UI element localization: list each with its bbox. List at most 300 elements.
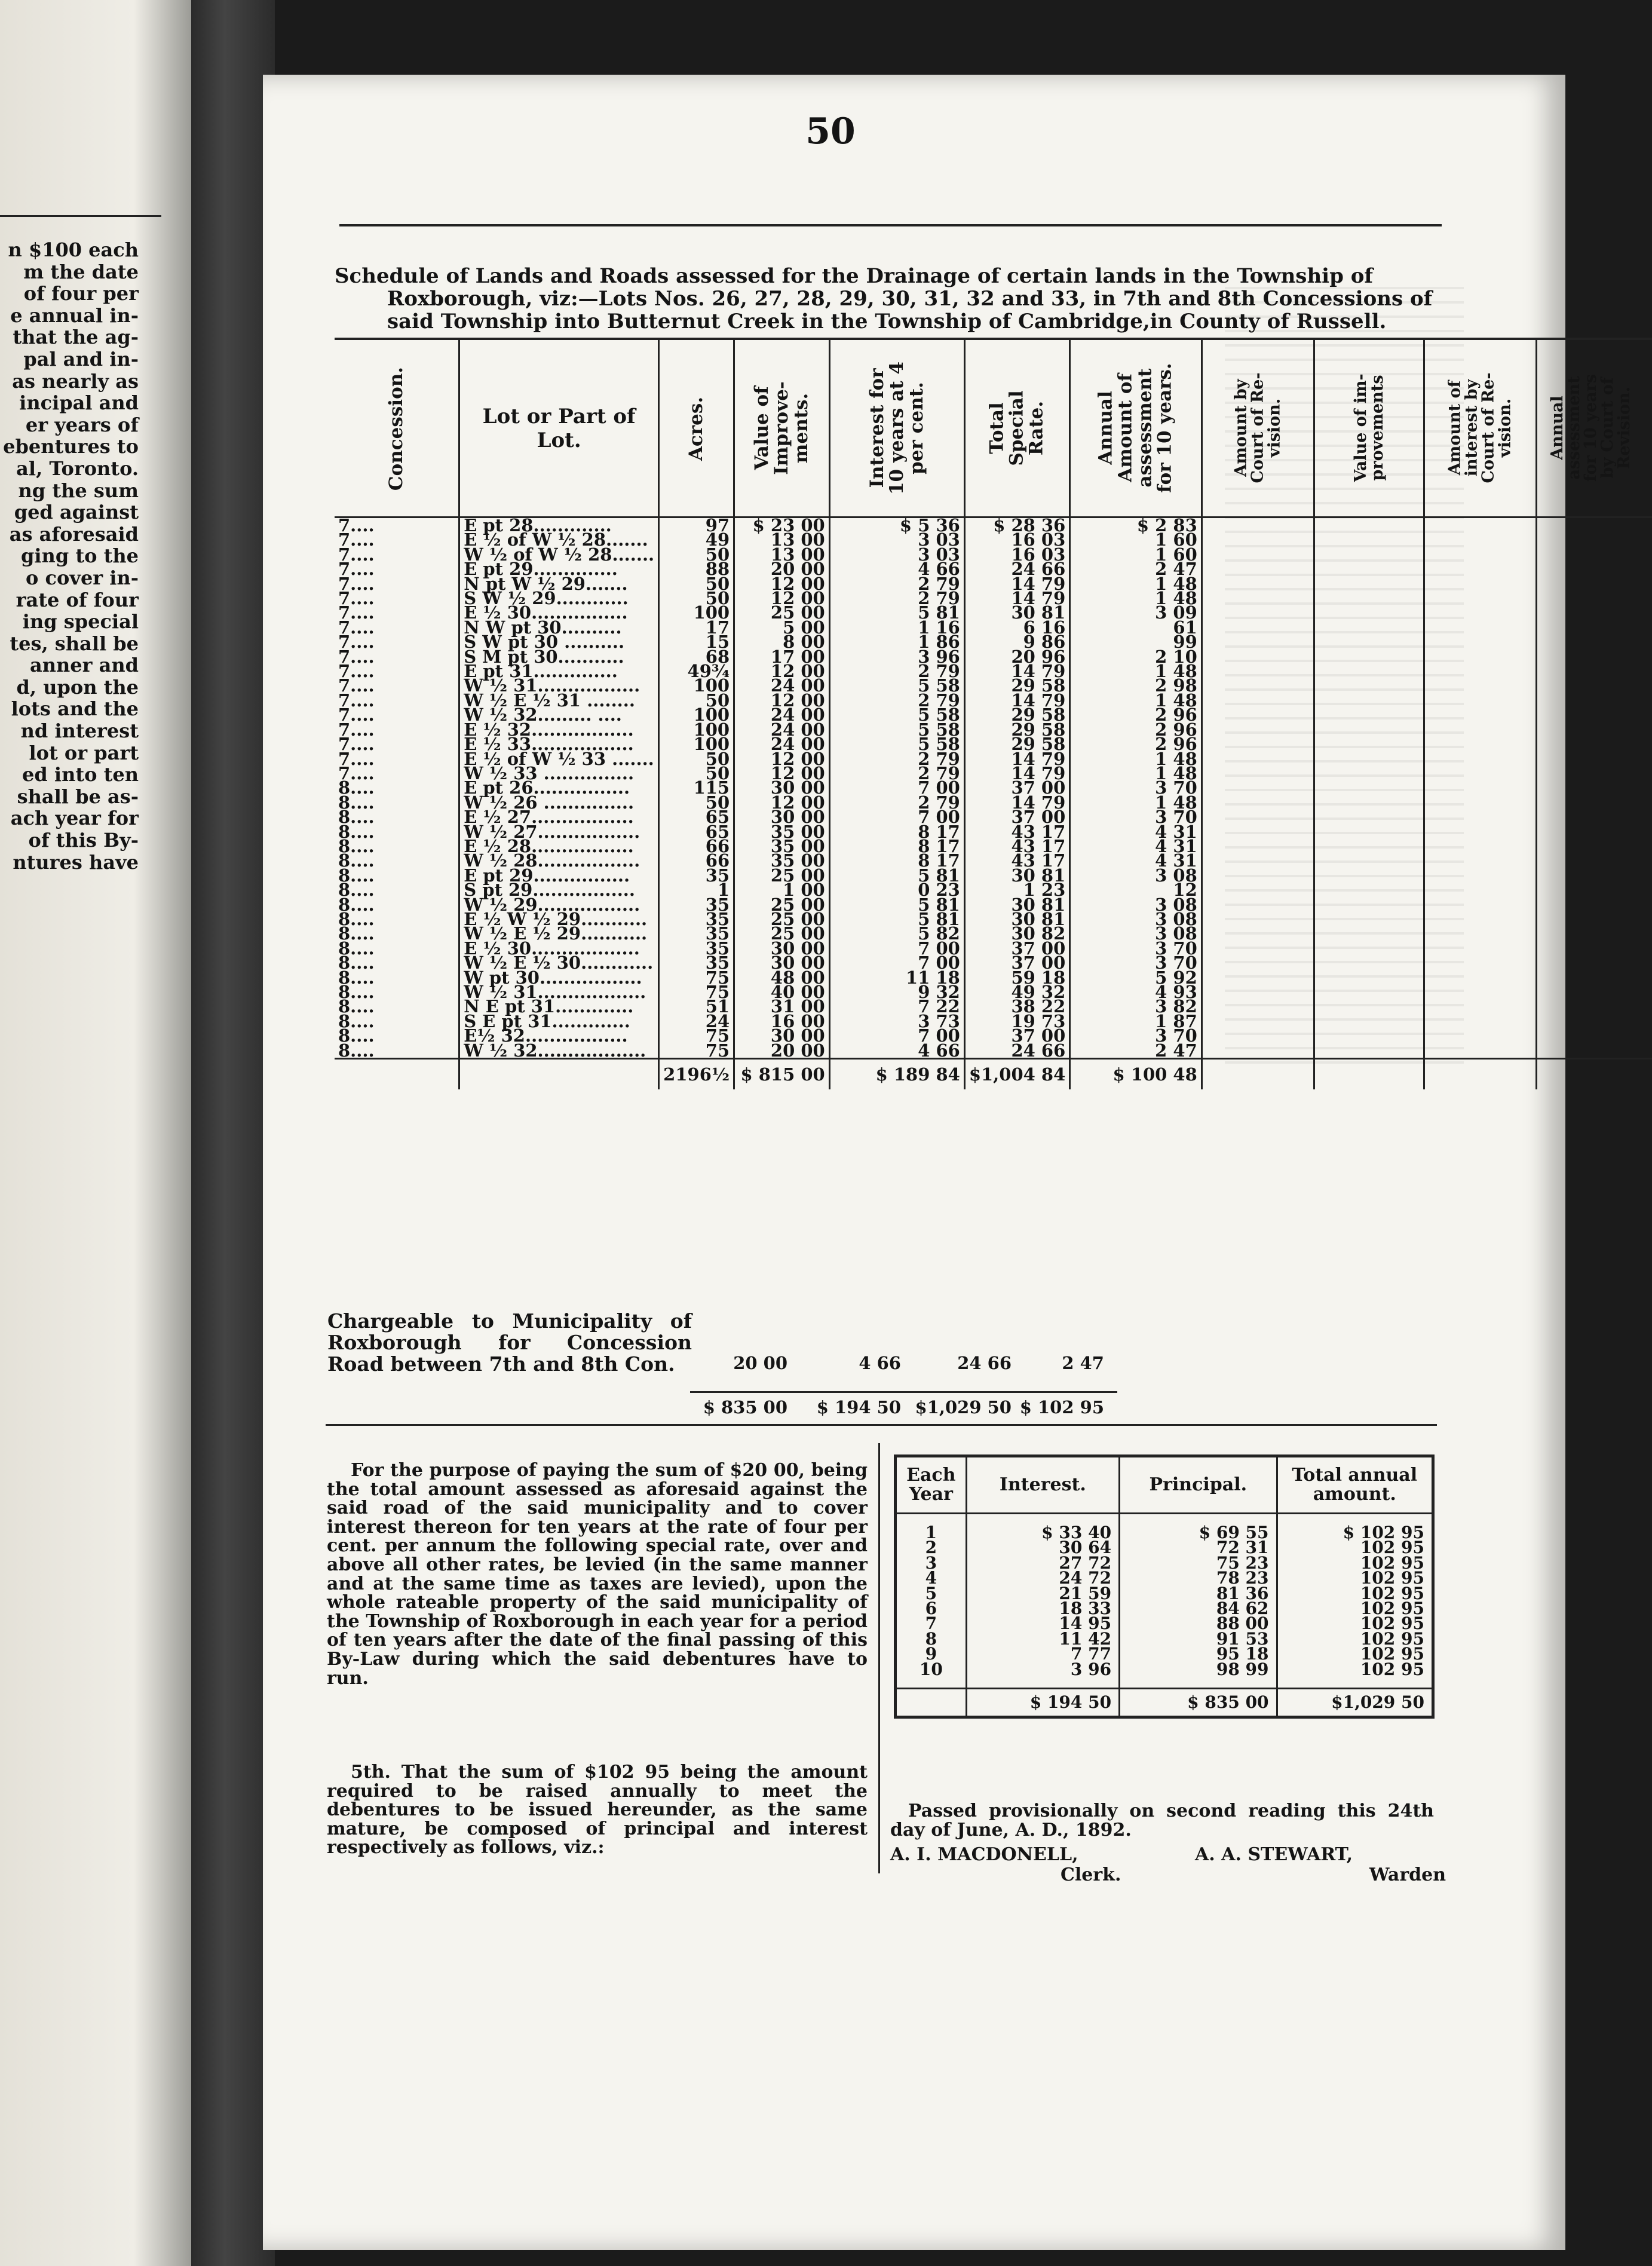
cell-value: 30 00 xyxy=(734,956,830,970)
cell-empty xyxy=(1202,839,1314,853)
cell-empty xyxy=(1202,605,1314,620)
cell-empty xyxy=(1645,693,1652,708)
left-page-line: lot or part xyxy=(29,741,139,764)
cell-concession: 7.... xyxy=(338,617,375,638)
cell-empty xyxy=(1314,766,1424,780)
left-page-line: ging to the xyxy=(21,544,139,568)
cell-empty xyxy=(1645,898,1652,912)
cell-lot: N pt W ½ 29....... xyxy=(459,577,659,591)
left-page-line: d, upon the xyxy=(16,675,139,699)
top-rule xyxy=(339,224,1442,226)
cell-empty xyxy=(1424,1014,1537,1028)
cell-empty xyxy=(1202,562,1314,576)
cell-empty xyxy=(1645,635,1652,649)
cell-concession: 8.... xyxy=(338,953,375,973)
cell-empty xyxy=(1645,970,1652,985)
cell-empty xyxy=(1424,737,1537,751)
cell-value: 12 00 xyxy=(734,591,830,605)
cell-interest: 2 79 xyxy=(829,795,964,810)
cell-value: 48 00 xyxy=(734,970,830,985)
cell-total-rate: 30 81 xyxy=(964,868,1069,883)
annual-interest: 24 72 xyxy=(966,1570,1119,1585)
chargeable-road-text: Chargeable to Municipality of Roxborough for Concession Road between 7th and 8th Con. xyxy=(327,1309,692,1376)
cell-annual: 2 96 xyxy=(1070,708,1202,722)
annual-interest: 14 95 xyxy=(966,1616,1119,1631)
cell-total-rate: 37 00 xyxy=(964,780,1069,795)
annual-row xyxy=(896,1616,1433,1631)
annual-total: 102 95 xyxy=(1277,1540,1433,1555)
cell-empty xyxy=(1645,825,1652,839)
paragraph-fifth-clause: 5th. That the sum of $102 95 being the amount required to be raised annually to meet the debentures to be issued hereunder, as the same mature, be composed of principal and interest respectively as follows, viz.: xyxy=(327,1762,868,1858)
cell-lot: W ½ 32......... .... xyxy=(459,708,659,722)
cell-value: 12 00 xyxy=(734,693,830,708)
annual-year: 9 xyxy=(925,1644,937,1664)
cell-empty xyxy=(1314,591,1424,605)
cell-empty xyxy=(1537,780,1645,795)
left-page-text xyxy=(1,239,139,873)
cell-total-rate: 30 82 xyxy=(964,926,1069,941)
cell-value: 35 00 xyxy=(734,825,830,839)
cell-concession: 8.... xyxy=(338,923,375,944)
cell-empty xyxy=(1202,898,1314,912)
cell-empty xyxy=(1314,825,1424,839)
cell-empty xyxy=(1645,839,1652,853)
header-concession: Concession. xyxy=(385,366,407,491)
left-page-line: ed into ten xyxy=(22,763,139,786)
cell-empty xyxy=(1424,605,1537,620)
cell-empty xyxy=(1645,620,1652,635)
cell-total-rate: 38 22 xyxy=(964,999,1069,1013)
cell-empty xyxy=(1314,941,1424,956)
cell-empty xyxy=(1537,956,1645,970)
cell-interest: 5 81 xyxy=(829,605,964,620)
cell-empty xyxy=(1645,766,1652,780)
annual-total: 102 95 xyxy=(1277,1570,1433,1585)
cell-interest: 5 58 xyxy=(829,678,964,693)
cell-concession: 7.... xyxy=(338,646,375,667)
cell-empty xyxy=(1202,868,1314,883)
cell-total-rate: 37 00 xyxy=(964,1028,1069,1043)
left-page-line: anner and xyxy=(30,654,139,677)
left-page-line: nd interest xyxy=(20,719,139,743)
annual-row xyxy=(896,1662,1433,1677)
cell-concession: 7.... xyxy=(338,529,375,550)
signature-block xyxy=(890,1845,1446,1886)
cell-value: 30 00 xyxy=(734,810,830,824)
cell-acres: 35 xyxy=(659,941,734,956)
left-page-line: o cover in- xyxy=(26,566,139,589)
cell-lot: E ½ 32................. xyxy=(459,722,659,737)
cell-concession: 7.... xyxy=(338,675,375,696)
annual-principal: $ 69 55 xyxy=(1120,1525,1277,1540)
cell-total-rate: 14 79 xyxy=(964,693,1069,708)
cell-empty xyxy=(1645,664,1652,678)
cell-empty xyxy=(1537,810,1645,824)
cell-acres: 50 xyxy=(659,766,734,780)
cell-concession: 8.... xyxy=(338,938,375,959)
header-acres: Acres. xyxy=(659,339,734,517)
cell-lot: E ½ of W ½ 28....... xyxy=(459,532,659,547)
cell-concession: 7.... xyxy=(338,763,375,783)
cell-total-rate: 43 17 xyxy=(964,853,1069,868)
cell-lot: W ½ E ½ 29........... xyxy=(459,926,659,941)
annual-total: 102 95 xyxy=(1277,1555,1433,1570)
cell-lot: E pt 26................ xyxy=(459,780,659,795)
annual-totals-row xyxy=(896,1689,1433,1717)
left-page-line: pal and in- xyxy=(23,347,139,370)
cell-annual: 3 70 xyxy=(1070,956,1202,970)
cell-empty xyxy=(1645,591,1652,605)
cell-empty xyxy=(1645,605,1652,620)
grand-total-value: $ 835 00 xyxy=(703,1397,787,1417)
cell-interest: 8 17 xyxy=(829,825,964,839)
cell-empty xyxy=(1537,853,1645,868)
cell-empty xyxy=(1537,795,1645,810)
annual-interest: $ 33 40 xyxy=(966,1525,1119,1540)
header-annual-revision: Annual assessment for 10 years by Court of Revision. xyxy=(1537,339,1645,517)
cell-interest: 4 66 xyxy=(829,1043,964,1059)
cell-empty xyxy=(1537,517,1645,533)
cell-empty xyxy=(1424,999,1537,1013)
cell-empty xyxy=(1314,780,1424,795)
cell-value: 25 00 xyxy=(734,898,830,912)
cell-total-rate: 30 81 xyxy=(964,912,1069,926)
cell-empty xyxy=(1537,766,1645,780)
cell-value: 13 00 xyxy=(734,532,830,547)
cell-empty xyxy=(1645,650,1652,664)
cell-value: 20 00 xyxy=(734,562,830,576)
cell-empty xyxy=(1202,1014,1314,1028)
cell-concession: 8.... xyxy=(338,1040,375,1061)
cell-empty xyxy=(1537,752,1645,766)
cell-acres: 24 xyxy=(659,1014,734,1028)
header-interest: Interest for 10 years at 4 per cent. xyxy=(829,339,964,517)
cell-lot: E ½ W ½ 29........... xyxy=(459,912,659,926)
cell-acres: 35 xyxy=(659,898,734,912)
cell-lot: E ½ 28................. xyxy=(459,839,659,853)
cell-annual: 4 31 xyxy=(1070,853,1202,868)
cell-interest: 2 79 xyxy=(829,591,964,605)
cell-annual: 2 96 xyxy=(1070,722,1202,737)
cell-interest: 5 81 xyxy=(829,868,964,883)
cell-empty xyxy=(1202,708,1314,722)
cell-empty xyxy=(1645,795,1652,810)
schedule-row xyxy=(335,1043,1652,1059)
left-page-line: tes, shall be xyxy=(10,632,139,655)
assessment-schedule-table xyxy=(335,338,1652,1089)
cell-empty xyxy=(1424,678,1537,693)
cell-empty xyxy=(1314,926,1424,941)
cell-empty xyxy=(1424,853,1537,868)
cell-lot: E ½ 33................. xyxy=(459,737,659,751)
cell-annual: 1 48 xyxy=(1070,766,1202,780)
cell-empty xyxy=(1424,926,1537,941)
cell-total-rate: 16 03 xyxy=(964,547,1069,562)
cell-lot: E pt 29.............. xyxy=(459,562,659,576)
cell-annual: 1 60 xyxy=(1070,532,1202,547)
cell-empty xyxy=(1202,650,1314,664)
cell-value: 25 00 xyxy=(734,605,830,620)
annual-total: 102 95 xyxy=(1277,1601,1433,1616)
cell-empty xyxy=(1314,970,1424,985)
cell-empty xyxy=(1202,693,1314,708)
header-court-revision: Amount by Court of Re- vision. xyxy=(1202,339,1314,517)
cell-total-rate: $1,004 84 xyxy=(964,1059,1069,1090)
cell-acres: 100 xyxy=(659,605,734,620)
cell-annual: 1 48 xyxy=(1070,577,1202,591)
cell-lot: W ½ 29................. xyxy=(459,898,659,912)
cell-annual: 2 98 xyxy=(1070,678,1202,693)
cell-concession: 7.... xyxy=(338,690,375,711)
annual-row xyxy=(896,1540,1433,1555)
cell-empty xyxy=(1202,883,1314,897)
title-line-1: Schedule of Lands and Roads assessed for the Drainage of certain lands in the Township of xyxy=(335,264,1374,288)
cell-empty xyxy=(1424,532,1537,547)
cell-annual: 5 92 xyxy=(1070,970,1202,985)
cell-empty xyxy=(1314,912,1424,926)
cell-annual: 2 47 xyxy=(1070,562,1202,576)
cell-empty xyxy=(1645,1014,1652,1028)
cell-empty xyxy=(1314,664,1424,678)
cell-empty xyxy=(1314,547,1424,562)
charge-value: 24 66 xyxy=(957,1353,1012,1373)
cell-concession: 8.... xyxy=(338,835,375,856)
annual-total: 102 95 xyxy=(1277,1662,1433,1677)
cell-value: 25 00 xyxy=(734,926,830,941)
annual-total: 102 95 xyxy=(1277,1616,1433,1631)
annual-row xyxy=(896,1525,1433,1540)
cell-empty xyxy=(1314,883,1424,897)
annual-interest: 27 72 xyxy=(966,1555,1119,1570)
grand-total-value: $ 194 50 xyxy=(816,1397,901,1417)
cell-acres: 49¾ xyxy=(659,664,734,678)
cell-annual: 1 48 xyxy=(1070,591,1202,605)
title-line-3: said Township into Butternut Creek in the Township of Cambridge,in County of Russell. xyxy=(387,310,1387,333)
cell-empty xyxy=(1314,1059,1424,1090)
cell-acres: 97 xyxy=(659,517,734,533)
cell-concession: 8.... xyxy=(338,982,375,1002)
cell-total-rate: 14 79 xyxy=(964,795,1069,810)
cell-value: 20 00 xyxy=(734,1043,830,1059)
cell-empty xyxy=(1645,956,1652,970)
cell-value: 31 00 xyxy=(734,999,830,1013)
annual-year: 10 xyxy=(919,1659,943,1679)
annual-interest-total: $ 194 50 xyxy=(966,1689,1119,1717)
cell-total-rate: 14 79 xyxy=(964,664,1069,678)
left-facing-page xyxy=(0,0,191,2266)
cell-total-rate: 30 81 xyxy=(964,898,1069,912)
left-page-line: ebentures to xyxy=(3,435,139,458)
cell-empty xyxy=(1314,868,1424,883)
cell-empty xyxy=(1424,577,1537,591)
charge-value: 2 47 xyxy=(1062,1353,1104,1373)
cell-acres: 100 xyxy=(659,678,734,693)
cell-empty xyxy=(1537,664,1645,678)
cell-interest: 7 00 xyxy=(829,780,964,795)
section-rule xyxy=(326,1424,1437,1426)
cell-empty xyxy=(1537,1028,1645,1043)
cell-interest: 5 81 xyxy=(829,912,964,926)
cell-lot: E ½ 30................ xyxy=(459,605,659,620)
cell-empty xyxy=(1314,1043,1424,1059)
annual-header-interest: Interest. xyxy=(966,1456,1119,1514)
cell-concession: 8.... xyxy=(338,880,375,901)
cell-concession: 8.... xyxy=(338,1010,375,1031)
cell-empty xyxy=(1424,912,1537,926)
cell-empty xyxy=(1314,1028,1424,1043)
cell-annual: 3 70 xyxy=(1070,1028,1202,1043)
cell-empty xyxy=(1424,898,1537,912)
cell-annual: 3 70 xyxy=(1070,780,1202,795)
cell-empty xyxy=(1537,999,1645,1013)
cell-empty xyxy=(1202,752,1314,766)
cell-lot: E ½ 27................. xyxy=(459,810,659,824)
cell-interest: 9 32 xyxy=(829,985,964,999)
charge-value: 20 00 xyxy=(733,1353,787,1373)
cell-total-rate: 14 79 xyxy=(964,591,1069,605)
cell-empty xyxy=(1314,810,1424,824)
cell-lot: W ½ 31................. xyxy=(459,678,659,693)
annual-year: 1 xyxy=(925,1523,937,1542)
cell-total-rate: 14 79 xyxy=(964,577,1069,591)
cell-concession: 8.... xyxy=(338,908,375,929)
cell-empty xyxy=(1424,985,1537,999)
cell-interest: 5 81 xyxy=(829,898,964,912)
header-value-improvements: Value of im- provements xyxy=(1314,339,1424,517)
cell-empty xyxy=(1314,577,1424,591)
cell-acres: 66 xyxy=(659,853,734,868)
cell-concession: 7.... xyxy=(338,588,375,609)
cell-value: 17 00 xyxy=(734,650,830,664)
grand-total-rule xyxy=(690,1391,1117,1393)
cell-empty xyxy=(1202,912,1314,926)
cell-total-rate: 6 16 xyxy=(964,620,1069,635)
cell-value: 12 00 xyxy=(734,752,830,766)
cell-empty xyxy=(1202,532,1314,547)
cell-annual: 4 31 xyxy=(1070,839,1202,853)
cell-empty xyxy=(1314,737,1424,751)
cell-empty xyxy=(1645,1043,1652,1059)
cell-empty xyxy=(1645,926,1652,941)
cell-lot: W ½ E ½ 31 ........ xyxy=(459,693,659,708)
cell-lot: W ½ 28................. xyxy=(459,853,659,868)
cell-empty xyxy=(1537,577,1645,591)
cell-empty xyxy=(1424,810,1537,824)
annual-year: 6 xyxy=(925,1599,937,1619)
cell-empty xyxy=(1314,620,1424,635)
page-number: 50 xyxy=(805,111,856,152)
cell-empty xyxy=(1202,722,1314,737)
cell-concession: 7.... xyxy=(338,544,375,565)
cell-empty xyxy=(1202,985,1314,999)
cell-empty xyxy=(1314,898,1424,912)
cell-interest: 7 22 xyxy=(829,999,964,1013)
warden-name: A. A. STEWART, xyxy=(1195,1844,1353,1865)
cell-empty xyxy=(1537,898,1645,912)
cell-lot: W ½ 27................. xyxy=(459,825,659,839)
cell-empty xyxy=(1314,722,1424,737)
cell-empty xyxy=(1314,532,1424,547)
cell-concession: 7.... xyxy=(338,573,375,594)
cell-empty xyxy=(1537,825,1645,839)
cell-empty xyxy=(1202,664,1314,678)
cell-value: 12 00 xyxy=(734,766,830,780)
cell-empty xyxy=(1202,635,1314,649)
cell-empty xyxy=(1202,1043,1314,1059)
header-blank xyxy=(1645,339,1652,517)
cell-acres: 50 xyxy=(659,591,734,605)
cell-empty xyxy=(1537,868,1645,883)
cell-empty xyxy=(1537,605,1645,620)
book-gutter xyxy=(191,0,275,2266)
cell-acres: 75 xyxy=(659,1043,734,1059)
cell-empty xyxy=(1202,999,1314,1013)
cell-empty xyxy=(1537,693,1645,708)
annual-principal: 95 18 xyxy=(1120,1646,1277,1661)
cell-value: $ 815 00 xyxy=(734,1059,830,1090)
cell-annual: 2 96 xyxy=(1070,737,1202,751)
header-lot: Lot or Part of Lot. xyxy=(459,339,659,517)
title-line-2: Roxborough, viz:—Lots Nos. 26, 27, 28, 29, 30, 31, 32 and 33, in 7th and 8th Concessions of xyxy=(387,287,1433,311)
cell-empty xyxy=(1202,620,1314,635)
annual-year: 8 xyxy=(925,1628,937,1649)
cell-empty xyxy=(1645,1059,1652,1090)
cell-empty xyxy=(1314,985,1424,999)
left-page-line: ach year for xyxy=(10,807,139,830)
cell-empty xyxy=(1424,1043,1537,1059)
cell-total-rate: 37 00 xyxy=(964,810,1069,824)
cell-concession: 7.... xyxy=(338,515,375,535)
cell-acres: 50 xyxy=(659,752,734,766)
cell-concession: 7.... xyxy=(338,559,375,580)
cell-annual: 1 48 xyxy=(1070,752,1202,766)
header-value: Value of Improve- ments. xyxy=(734,339,830,517)
paragraph-road-levy: For the purpose of paying the sum of $20 00, being the total amount assessed as aforesaid against the said road of the said municipality and to cover interest thereon for ten years at the rate of four per cent. per annum the following special rate, over and above all other rates, be levied (in the same manner and at the same time as taxes are levied), upon the whole rateable property of the said municipality of the Township of Roxborough in each year for a period of ten years after the date of the final passing of this By-Law during which the said debentures have to run. xyxy=(327,1460,868,1689)
cell-concession: 8.... xyxy=(338,792,375,813)
annual-interest: 7 77 xyxy=(966,1646,1119,1661)
cell-acres: 17 xyxy=(659,620,734,635)
left-page-line: er years of xyxy=(25,413,139,436)
annual-interest: 18 33 xyxy=(966,1601,1119,1616)
cell-interest: 5 58 xyxy=(829,708,964,722)
cell-lot: S M pt 30........... xyxy=(459,650,659,664)
grand-total-value: $1,029 50 xyxy=(915,1397,1012,1417)
schedule-header-row xyxy=(335,339,1652,517)
annual-year-total xyxy=(896,1689,967,1717)
cell-lot: W ½ of W ½ 28....... xyxy=(459,547,659,562)
cell-value: 12 00 xyxy=(734,577,830,591)
cell-empty xyxy=(1424,635,1537,649)
annual-row xyxy=(896,1586,1433,1601)
left-page-line: shall be as- xyxy=(17,785,139,808)
left-page-line: ntures have xyxy=(13,850,139,874)
cell-concession: 7.... xyxy=(338,705,375,725)
cell-empty xyxy=(1424,517,1537,533)
cell-lot: W ½ 32.................. xyxy=(459,1043,659,1059)
cell-value: 30 00 xyxy=(734,780,830,795)
cell-interest: 7 00 xyxy=(829,810,964,824)
cell-acres: 35 xyxy=(659,868,734,883)
cell-total-rate: 37 00 xyxy=(964,941,1069,956)
left-page-line: ng the sum xyxy=(18,479,139,502)
clerk-name: A. I. MACDONELL, xyxy=(890,1844,1078,1865)
schedule-totals-row xyxy=(335,1059,1652,1090)
cell-lot: W ½ E ½ 30............ xyxy=(459,956,659,970)
cell-empty xyxy=(1424,1028,1537,1043)
cell-empty xyxy=(1424,839,1537,853)
cell-empty xyxy=(1424,868,1537,883)
cell-annual: 4 31 xyxy=(1070,825,1202,839)
